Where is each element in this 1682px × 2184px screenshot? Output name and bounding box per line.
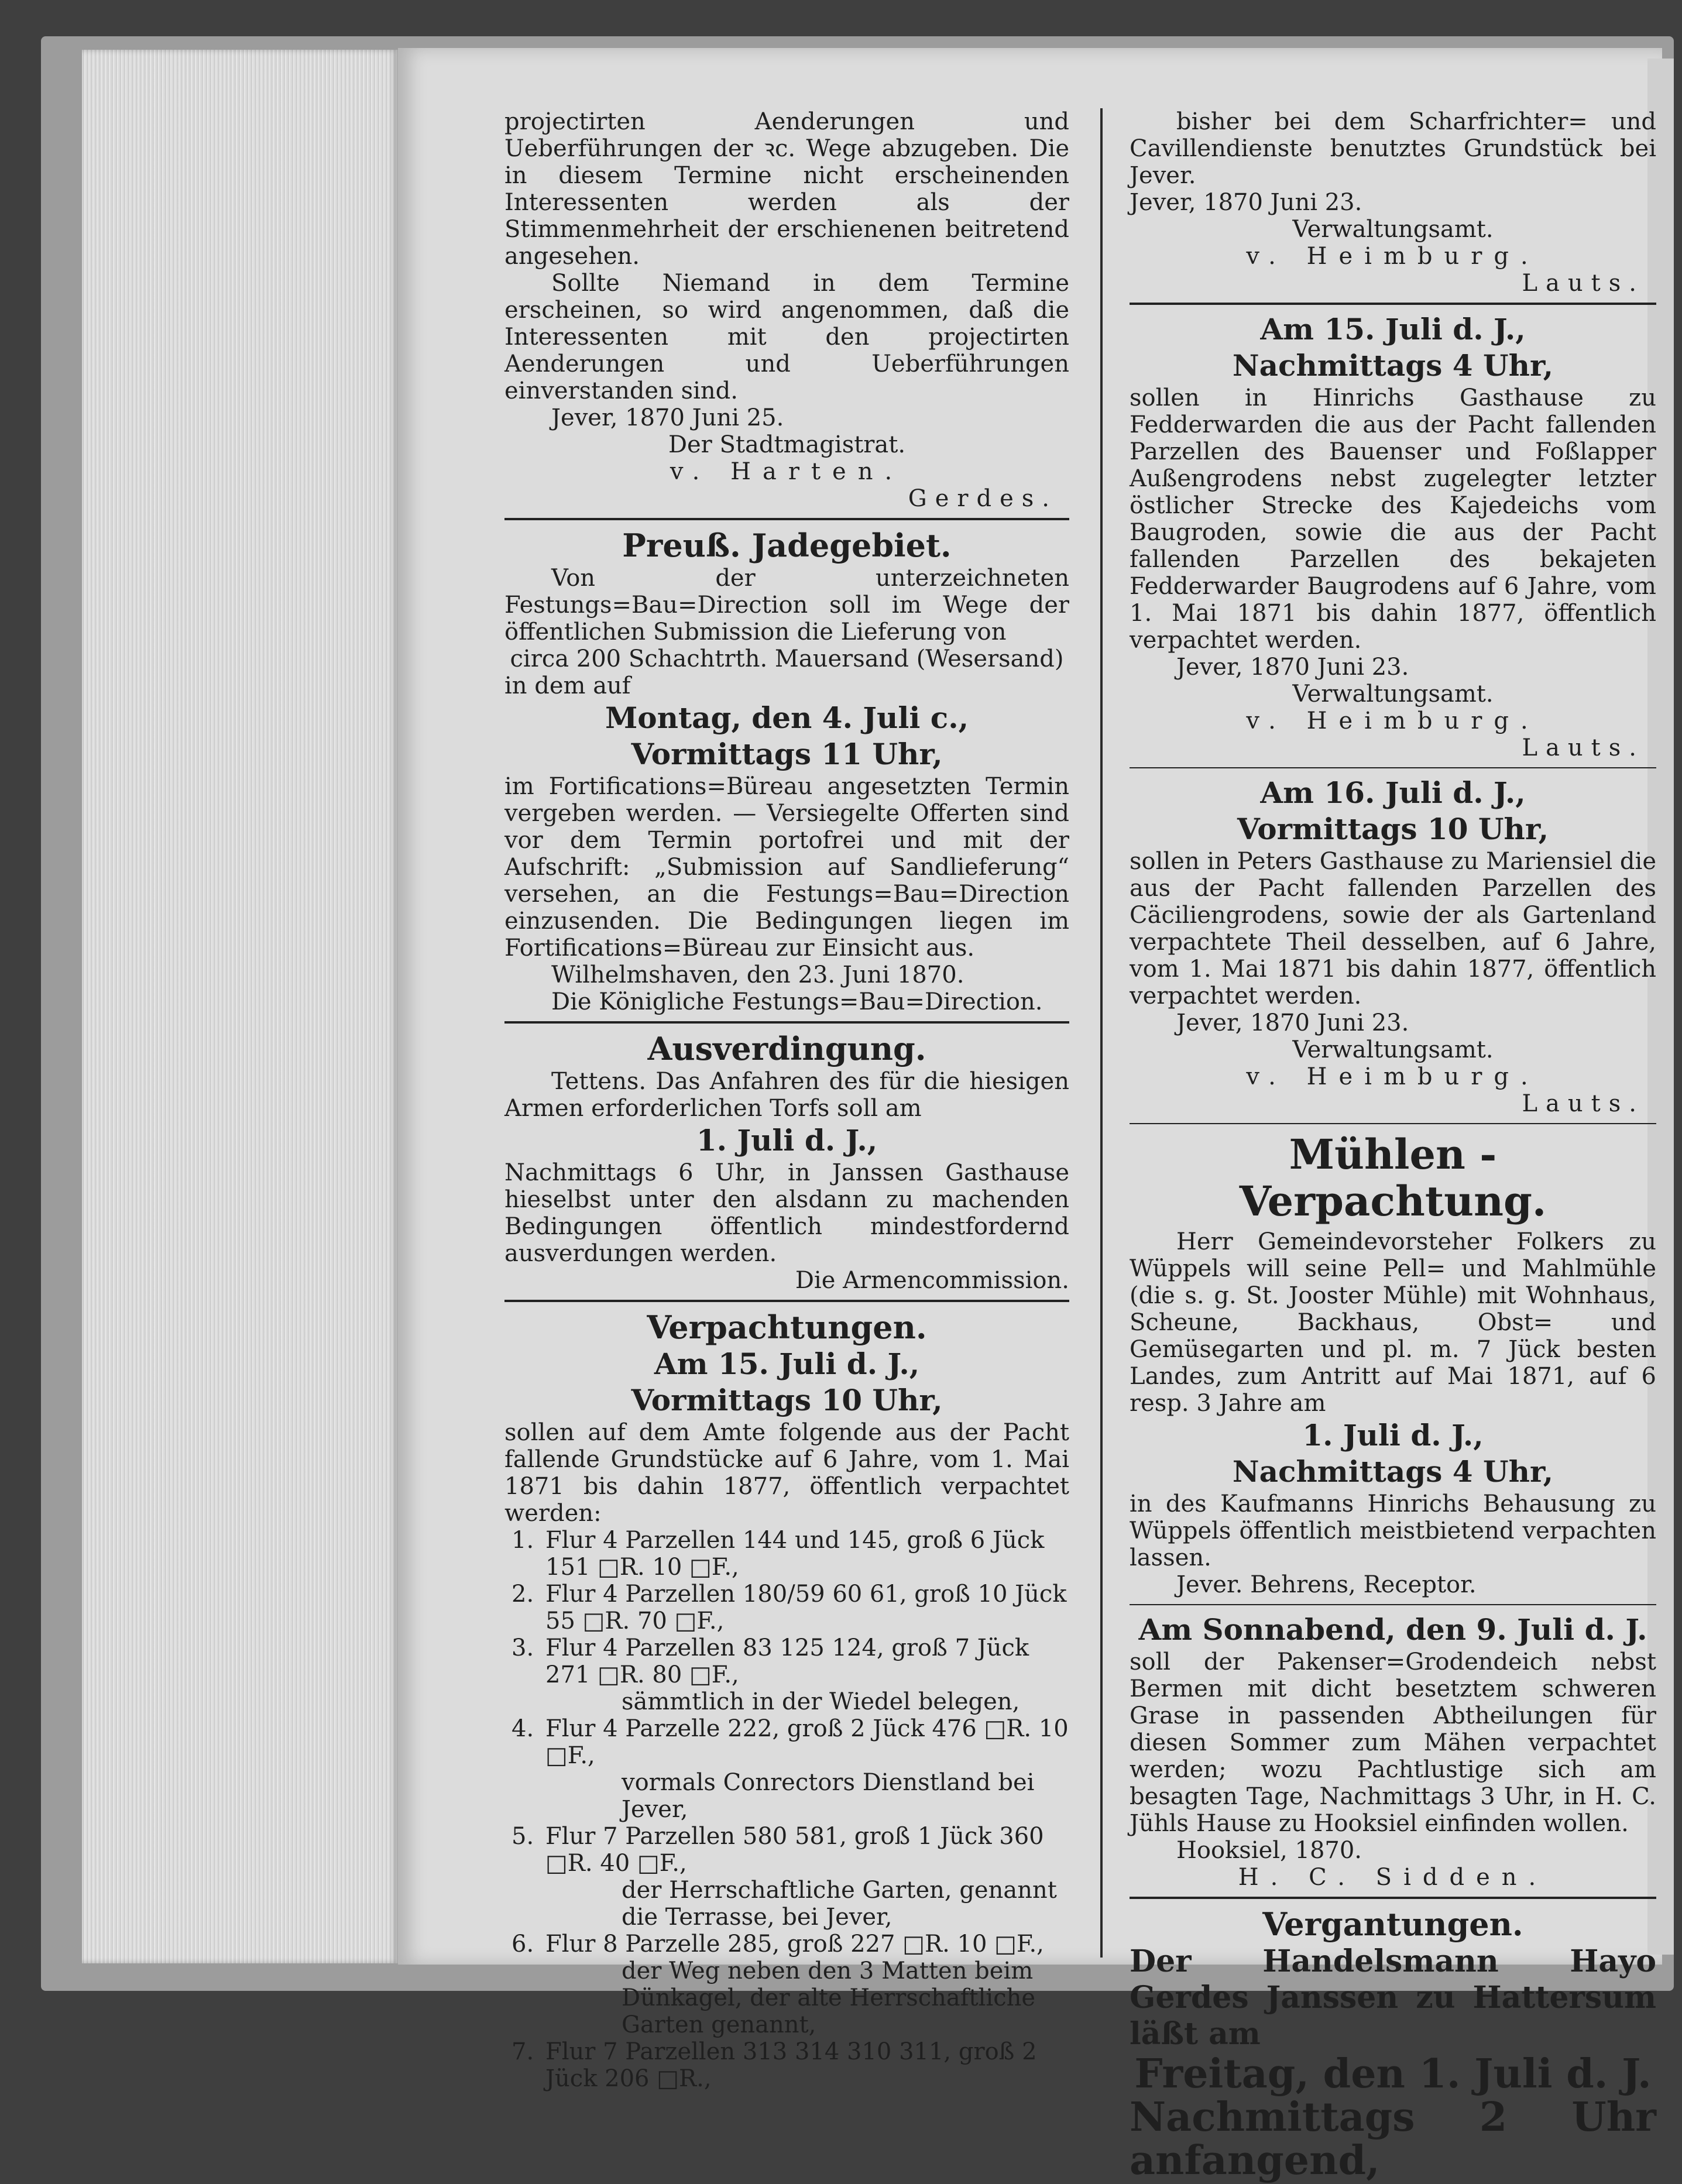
item-text: Flur 8 Parzelle 285, groß 227 □R. 10 □F., [545, 1931, 1044, 1958]
sonnabend-signature: H. C. Sidden. [1238, 1864, 1548, 1891]
notice1-signature-2: Lauts. [1522, 734, 1645, 761]
item-number: 5. [512, 1823, 534, 1850]
notice2-date-line-1: Am 16. Juli d. J., [1260, 775, 1526, 810]
preuss-item: circa 200 Schachtrth. Mauersand (Wesersand) [510, 645, 1064, 672]
item-text: Flur 4 Parzellen 144 und 145, groß 6 Jück 151 □R. 10 □F., [545, 1527, 1045, 1581]
item-number: 1. [512, 1527, 534, 1554]
ausverdingung-title: Ausverdingung. [647, 1030, 926, 1067]
muehlen-date-line-1: 1. Juli d. J., [1302, 1418, 1484, 1452]
section-rule [1130, 1604, 1656, 1605]
item-number: 4. [512, 1715, 534, 1742]
notice1-date-line-1: Am 15. Juli d. J., [1260, 312, 1526, 346]
notice2-text: sollen in Peters Gasthause zu Mariensiel die aus der Pacht fallenden Parzellen des Cäciliengrodens, sowie der als Gartenland verpachtete Theil desselben, auf 6 Jahre, vom 1. Mai 1871 bis dahin 1877, öffentlich verpachtet werden. [1130, 848, 1656, 1009]
top-authority: Verwaltungsamt. [1292, 216, 1494, 243]
item-note: der Weg neben den 3 Matten beim Dünkagel, der alte Herrschaftliche Garten genannt, [622, 1958, 1036, 2038]
item-text: Flur 4 Parzellen 180/59 60 61, groß 10 Jück 55 □R. 70 □F., [545, 1581, 1067, 1634]
verpachtungen-date-line-2: Vormittags 10 Uhr, [631, 1383, 943, 1417]
section-rule [504, 1021, 1069, 1024]
muehlen-text-1: Herr Gemeindevorsteher Folkers zu Wüppels will seine Pell= und Mahlmühle (die s. g. St. Jooster Mühle) mit Wohnhaus, Scheune, Backhaus, Obst= und Gemüsegarten und pl. m. 7 Jück besten Landes, zum Antritt auf Mai 1871, auf 6 resp. 3 Jahre am [1130, 1228, 1656, 1417]
list-item [504, 2038, 1069, 2092]
item-number: 3. [512, 1634, 534, 1661]
column-divider [1100, 108, 1103, 1958]
preuss-place-date: Wilhelmshaven, den 23. Juni 1870. [551, 961, 964, 988]
notice2-signature: v. Heimburg. [1246, 1063, 1540, 1090]
right-column [1130, 108, 1656, 2182]
notice1-authority: Verwaltungsamt. [1292, 681, 1494, 708]
vergantungen-title: Vergantungen. [1262, 1905, 1523, 1943]
muehlen-text-2: in des Kaufmanns Hinrichs Behausung zu Wüppels öffentlich meistbietend verpachten lassen. [1130, 1491, 1656, 1571]
list-item [504, 1527, 1069, 1581]
section-rule [1130, 767, 1656, 768]
intro-text-1: projectirten Aenderungen und Ueberführungen der ꝛc. Wege abzugeben. Die in diesem Termine nicht erscheinenden Interessenten werden als der Stimmenmehrheit der erschienenen beitretend angesehen. [504, 108, 1069, 270]
list-item [504, 1581, 1069, 1634]
notice1-signature: v. Heimburg. [1246, 708, 1540, 734]
section-rule [504, 1300, 1069, 1302]
preuss-date-line-1: Montag, den 4. Juli c., [605, 700, 969, 735]
verpachtungen-title: Verpachtungen. [647, 1309, 927, 1346]
preuss-text-3: im Fortifications=Büreau angesetzten Termin vergeben werden. — Versiegelte Offerten sind vor dem Termin portofrei und mit der Aufschrift: „Submission auf Sandlieferung“ versehen, an die Festungs=Bau=Direction einzusenden. Die Bedingungen liegen im Fortifications=Büreau zur Einsicht aus. [504, 773, 1069, 961]
section-rule [1130, 303, 1656, 305]
sonnabend-date: Hooksiel, 1870. [1176, 1837, 1362, 1864]
list-item [504, 1823, 1069, 1931]
section-rule [1130, 1123, 1656, 1124]
item-number: 6. [512, 1931, 534, 1958]
muehlen-title: Mühlen - Verpachtung. [1239, 1130, 1547, 1225]
notice2-date-line-2: Vormittags 10 Uhr, [1237, 812, 1549, 846]
preuss-text-1: Von der unterzeichneten Festungs=Bau=Direction soll im Wege der öffentlichen Submission die Lieferung von [504, 565, 1069, 645]
ausverdingung-authority: Die Armencommission. [795, 1267, 1069, 1294]
item-text: Flur 7 Parzellen 580 581, groß 1 Jück 360 □R. 40 □F., [545, 1823, 1044, 1877]
item-note: sämmtlich in der Wiedel belegen, [622, 1688, 1020, 1715]
vergantungen-text: Der Handelsmann Hayo Gerdes Janssen zu Hattersum läßt am [1130, 1943, 1656, 2052]
intro-date: Jever, 1870 Juni 25. [551, 404, 784, 431]
item-text: Flur 7 Parzellen 313 314 310 311, groß 2 Jück 206 □R., [545, 2038, 1037, 2092]
item-note: vormals Conrectors Dienstland bei Jever, [622, 1769, 1035, 1823]
preuss-date-line-2: Vormittags 11 Uhr, [631, 737, 943, 771]
list-item [504, 1634, 1069, 1715]
intro-signature-2: Gerdes. [908, 485, 1058, 512]
section-rule [504, 518, 1069, 520]
parcel-list [504, 1527, 1069, 2092]
notice2-date: Jever, 1870 Juni 23. [1176, 1009, 1409, 1036]
ausverdingung-text-2: Nachmittags 6 Uhr, in Janssen Gasthause hieselbst unter den alsdann zu machenden Bedingungen öffentlich mindestfordernd ausverdungen werden. [504, 1159, 1069, 1267]
list-item [504, 1931, 1069, 2038]
notice1-date: Jever, 1870 Juni 23. [1176, 654, 1409, 681]
page-edges [82, 50, 398, 1963]
top-date: Jever, 1870 Juni 23. [1130, 189, 1362, 216]
item-text: Flur 4 Parzellen 83 125 124, groß 7 Jück 271 □R. 80 □F., [545, 1634, 1029, 1688]
top-text: bisher bei dem Scharfrichter= und Cavillendienste benutztes Grundstück bei Jever. [1130, 108, 1656, 189]
section-rule [1130, 1897, 1656, 1899]
item-number: 7. [512, 2038, 534, 2065]
intro-authority: Der Stadtmagistrat. [668, 431, 906, 458]
ausverdingung-date: 1. Juli d. J., [696, 1123, 878, 1158]
vergantungen-big-1: Freitag, den 1. Juli d. J. [1134, 2051, 1652, 2097]
list-item [504, 1715, 1069, 1823]
notice2-signature-2: Lauts. [1522, 1090, 1645, 1117]
preuss-title: Preuß. Jadegebiet. [622, 527, 952, 564]
muehlen-date-line-2: Nachmittags 4 Uhr, [1232, 1454, 1554, 1489]
verpachtungen-text: sollen auf dem Amte folgende aus der Pacht fallende Grundstücke auf 6 Jahre, vom 1. Mai 1871 bis dahin 1877, öffentlich verpachtet werden: [504, 1419, 1069, 1527]
sonnabend-heading: Am Sonnabend, den 9. Juli d. J. [1138, 1612, 1647, 1647]
intro-signature: v. Harten. [670, 458, 904, 485]
muehlen-sign: Jever. Behrens, Receptor. [1176, 1571, 1477, 1598]
preuss-authority: Die Königliche Festungs=Bau=Direction. [551, 988, 1043, 1015]
notice2-authority: Verwaltungsamt. [1292, 1036, 1494, 1063]
item-text: Flur 4 Parzelle 222, groß 2 Jück 476 □R. 10 □F., [545, 1715, 1069, 1769]
intro-text-2: Sollte Niemand in dem Termine erscheinen, so wird angenommen, daß die Interessenten mit den projectirten Aenderungen und Ueberführungen einverstanden sind. [504, 270, 1069, 404]
sonnabend-text: soll der Pakenser=Grodendeich nebst Bermen mit dicht besetztem schweren Grase in passenden Abtheilungen für diesen Sommer zum Mähen verpachtet werden; wozu Pachtlustige sich am besagten Tage, Nachmittags 3 Uhr, in H. C. Jühls Hause zu Hooksiel einfinden wollen. [1130, 1649, 1656, 1837]
verpachtungen-date-line-1: Am 15. Juli d. J., [654, 1347, 920, 1381]
left-column [504, 108, 1069, 2092]
top-signature: v. Heimburg. [1246, 243, 1540, 270]
vergantungen-big-2: Nachmittags 2 Uhr anfangend, [1130, 2094, 1656, 2184]
ausverdingung-text-1: Tettens. Das Anfahren des für die hiesigen Armen erforderlichen Torfs soll am [504, 1068, 1069, 1122]
top-signature-2: Lauts. [1522, 270, 1645, 297]
notice1-text: sollen in Hinrichs Gasthause zu Fedderwarden die aus der Pacht fallenden Parzellen des Bauenser und Foßlapper Außengrodens nebst zugelegter letzter östlicher Strecke des Kajedeichs vom Baugroden, sowie die aus der Pacht fallenden Parzellen des bekajeten Fedderwarder Baugrodens auf 6 Jahre, vom 1. Mai 1871 bis dahin 1877, öffentlich verpachtet werden. [1130, 384, 1656, 654]
notice1-date-line-2: Nachmittags 4 Uhr, [1232, 348, 1554, 383]
item-number: 2. [512, 1581, 534, 1608]
item-note: der Herrschaftliche Garten, genannt die Terrasse, bei Jever, [622, 1877, 1057, 1931]
preuss-text-2: in dem auf [504, 672, 631, 699]
